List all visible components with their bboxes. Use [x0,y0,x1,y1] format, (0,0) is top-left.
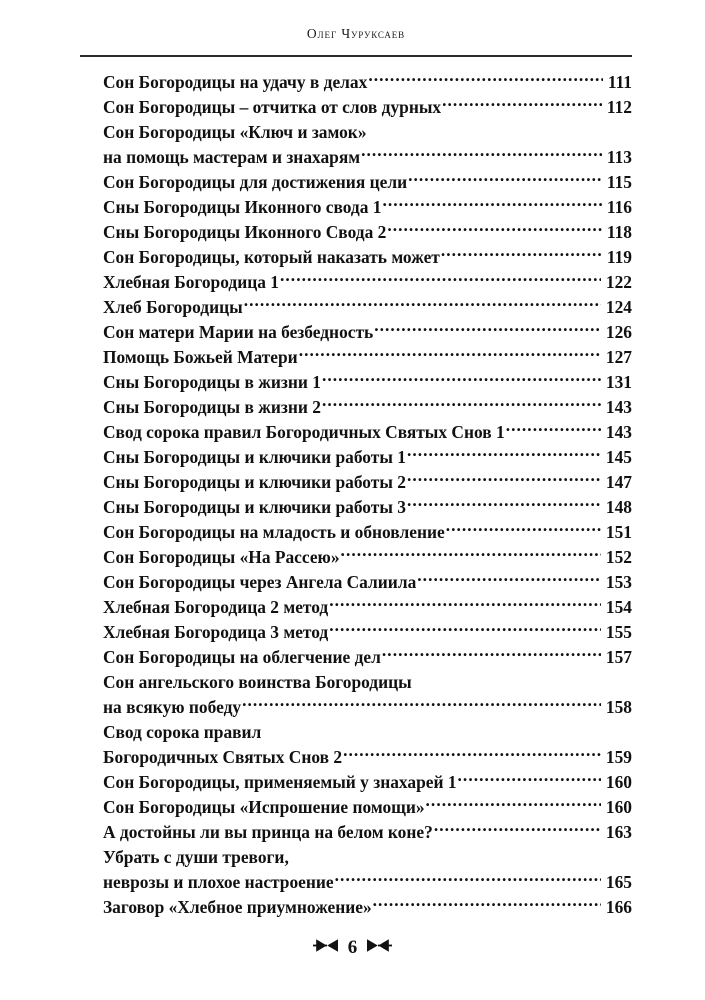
toc-page-number: 165 [605,872,632,892]
toc-page-number: 154 [605,597,632,617]
toc-page-number: 119 [606,247,632,267]
header-rule-divider [80,55,632,57]
toc-entry-title: Хлеб Богородицы [103,297,243,317]
toc-entry[interactable] [103,295,632,320]
toc-entry[interactable] [103,70,632,95]
toc-line-with-page [103,570,632,595]
toc-entry[interactable] [103,395,632,420]
toc-entry-title: Сон Богородицы, который наказать может [103,247,440,267]
toc-leader-dots [407,471,601,488]
toc-leader-dots [368,71,603,88]
toc-line-with-page [103,395,632,420]
toc-line-with-page [103,295,632,320]
toc-page-number: 143 [605,422,632,442]
toc-entry-title: Сны Богородицы в жизни 1 [103,372,321,392]
toc-page-number: 113 [606,147,632,167]
toc-leader-dots [426,796,601,813]
toc-page-number: 112 [606,97,632,117]
toc-line-with-page [103,620,632,645]
toc-line-with-page [103,770,632,795]
toc-line-with-page [103,320,632,345]
toc-page-number: 160 [605,772,632,792]
toc-entry[interactable] [103,545,632,570]
toc-entry[interactable] [103,820,632,845]
toc-line-with-page [103,520,632,545]
toc-line-with-page [103,445,632,470]
toc-entry-title: Хлебная Богородица 3 метод [103,622,329,642]
toc-entry-title: Хлебная Богородица 1 [103,272,279,292]
toc-entry[interactable] [103,195,632,220]
toc-entry[interactable] [103,670,632,720]
toc-line-with-page [103,70,632,95]
toc-page-number: 118 [606,222,632,242]
toc-entry[interactable] [103,770,632,795]
toc-line-with-page [103,870,632,895]
toc-entry[interactable] [103,345,632,370]
toc-page-number: 122 [605,272,632,292]
toc-leader-dots [506,421,601,438]
toc-leader-dots [382,196,601,213]
toc-entry[interactable] [103,595,632,620]
toc-line-continuation [103,120,632,145]
toc-page-number: 126 [605,322,632,342]
toc-entry[interactable] [103,645,632,670]
toc-entry-title: Сон Богородицы через Ангела Салиила [103,572,417,592]
toc-entry-title: Богородичных Святых Снов 2 [103,747,343,767]
toc-page-number: 145 [605,447,632,467]
toc-entry-title: Сон Богородицы, применяемый у знахарей 1 [103,772,457,792]
page-footer [0,938,705,958]
toc-line-continuation [103,720,632,745]
toc-leader-dots [280,271,601,288]
toc-leader-dots [408,171,602,188]
toc-leader-dots [242,696,601,713]
toc-line-with-page [103,695,632,720]
toc-leader-dots [244,296,601,313]
toc-entry-title: на всякую победу [103,697,242,717]
toc-page-number: 131 [605,372,632,392]
toc-entry[interactable] [103,495,632,520]
toc-page-number: 163 [605,822,632,842]
toc-line-with-page [103,220,632,245]
toc-line-continuation [103,845,632,870]
toc-entry-title: Свод сорока правил [103,722,262,742]
toc-entry[interactable] [103,120,632,170]
toc-entry-title: Сон Богородицы на облегчение дел [103,647,381,667]
toc-line-with-page [103,545,632,570]
toc-page-number: 111 [607,72,632,92]
toc-entry-title: Сон ангельского воинства Богородицы [103,672,412,692]
toc-leader-dots [442,96,602,113]
toc-line-with-page [103,345,632,370]
toc-entry-title: Хлебная Богородица 2 метод [103,597,329,617]
toc-leader-dots [387,221,602,238]
toc-leader-dots [322,396,601,413]
toc-entry-title: Сон Богородицы «Испрошение помощи» [103,797,425,817]
toc-leader-dots [382,646,601,663]
toc-entry[interactable] [103,420,632,445]
toc-entry[interactable] [103,370,632,395]
toc-line-with-page [103,895,632,920]
toc-page-number: 152 [605,547,632,567]
toc-line-with-page [103,495,632,520]
toc-entry[interactable] [103,95,632,120]
toc-entry-title: А достойны ли вы принца на белом коне? [103,822,433,842]
toc-entry-title: Сны Богородицы Иконного свода 1 [103,197,382,217]
toc-entry[interactable] [103,520,632,545]
toc-line-with-page [103,195,632,220]
toc-leader-dots [341,546,601,563]
bowtie-left-ornament [313,938,339,958]
toc-entry-title: Сны Богородицы в жизни 2 [103,397,321,417]
toc-page-number: 160 [605,797,632,817]
toc-leader-dots [335,871,601,888]
toc-entry[interactable] [103,845,632,895]
toc-entry-title: на помощь мастерам и знахарям [103,147,361,167]
toc-page-number: 124 [605,297,632,317]
toc-entry-title: неврозы и плохое настроение [103,872,334,892]
toc-entry-title: Сон матери Марии на безбедность [103,322,374,342]
toc-entry-title: Сны Богородицы и ключики работы 1 [103,447,406,467]
toc-leader-dots [329,596,601,613]
toc-leader-dots [329,621,601,638]
toc-leader-dots [434,821,601,838]
toc-page-number: 127 [605,347,632,367]
toc-line-with-page [103,245,632,270]
bowtie-right-ornament [366,938,392,958]
toc-leader-dots [374,321,601,338]
toc-leader-dots [322,371,601,388]
toc-line-continuation [103,670,632,695]
toc-page-number: 147 [605,472,632,492]
toc-line-with-page [103,95,632,120]
running-head-author: Олег Чуруксаев [306,26,406,41]
toc-entry-title: Свод сорока правил Богородичных Святых Снов 1 [103,422,505,442]
toc-entry[interactable] [103,320,632,345]
toc-line-with-page [103,645,632,670]
toc-leader-dots [299,346,601,363]
toc-leader-dots [343,746,601,763]
toc-line-with-page [103,145,632,170]
toc-entry[interactable] [103,620,632,645]
toc-entry-title: Заговор «Хлебное приумножение» [103,897,372,917]
toc-leader-dots [441,246,602,263]
toc-page-number: 148 [605,497,632,517]
toc-page-number: 166 [605,897,632,917]
toc-entry-title: Сон Богородицы на удачу в делах [103,72,368,92]
toc-entry-title: Сон Богородицы «Ключ и замок» [103,122,367,142]
toc-line-with-page [103,820,632,845]
toc-page-number: 143 [605,397,632,417]
toc-entry[interactable] [103,470,632,495]
toc-entry-title: Сны Богородицы и ключики работы 3 [103,497,406,517]
toc-page-number: 116 [606,197,632,217]
toc-entry[interactable] [103,720,632,770]
toc-line-with-page [103,170,632,195]
toc-entry-title: Помощь Божьей Матери [103,347,298,367]
toc-page-number: 115 [606,172,632,192]
toc-entry-title: Сон Богородицы на младость и обновление [103,522,445,542]
toc-line-with-page [103,270,632,295]
toc-entry[interactable] [103,445,632,470]
toc-entry[interactable] [103,170,632,195]
toc-page-number: 155 [605,622,632,642]
toc-entry-title: Сон Богородицы для достижения цели [103,172,408,192]
toc-entry[interactable] [103,220,632,245]
toc-line-with-page [103,795,632,820]
toc-leader-dots [407,446,601,463]
toc-leader-dots [446,521,601,538]
toc-entry[interactable] [103,570,632,595]
toc-entry[interactable] [103,270,632,295]
toc-entry-title: Сны Богородицы Иконного Свода 2 [103,222,387,242]
toc-leader-dots [417,571,601,588]
toc-page-number: 159 [605,747,632,767]
toc-line-with-page [103,470,632,495]
toc-entry[interactable] [103,895,632,920]
toc-page-number: 153 [605,572,632,592]
toc-entry-title: Убрать с души тревоги, [103,847,289,867]
table-of-contents [103,70,632,920]
toc-entry-title: Сон Богородицы «На Рассею» [103,547,340,567]
toc-line-with-page [103,370,632,395]
toc-line-with-page [103,420,632,445]
toc-entry-title: Сон Богородицы – отчитка от слов дурных [103,97,442,117]
toc-leader-dots [458,771,601,788]
toc-page-number: 157 [605,647,632,667]
toc-leader-dots [361,146,602,163]
toc-page-number: 151 [605,522,632,542]
toc-entry-title: Сны Богородицы и ключики работы 2 [103,472,406,492]
toc-leader-dots [373,896,601,913]
toc-page-number: 158 [605,697,632,717]
toc-line-with-page [103,595,632,620]
toc-entry[interactable] [103,245,632,270]
toc-leader-dots [407,496,601,513]
toc-entry[interactable] [103,795,632,820]
folio-page-number: 6 [347,936,358,958]
toc-line-with-page [103,745,632,770]
